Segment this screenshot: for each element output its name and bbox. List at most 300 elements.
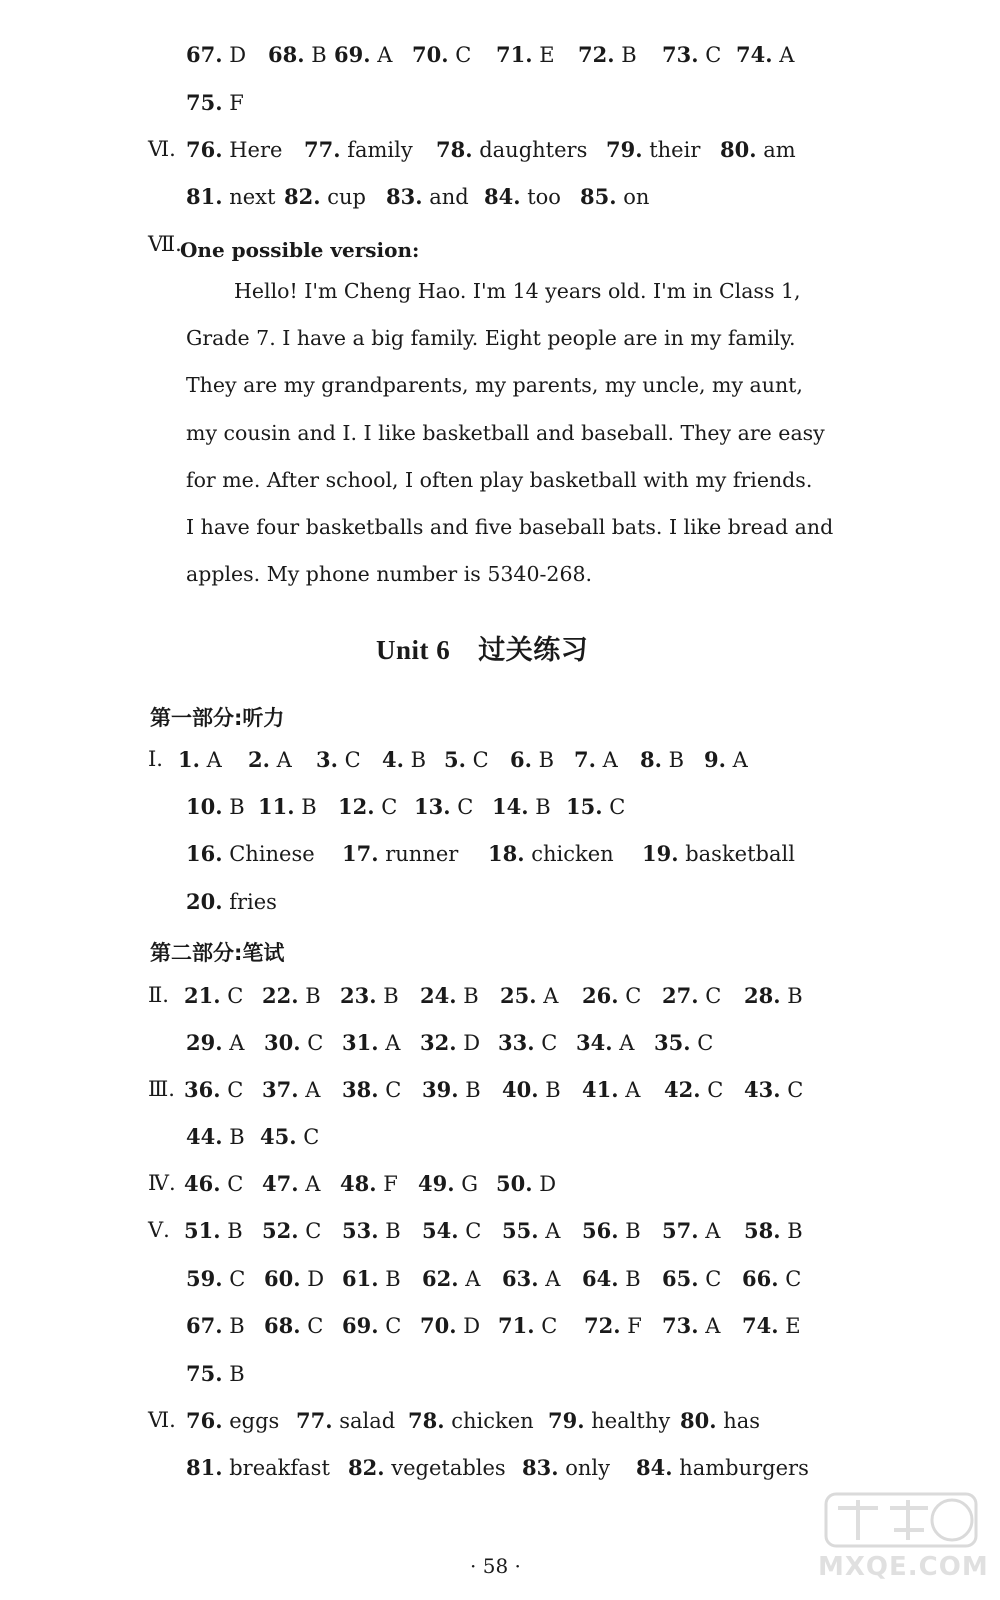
answer-item [186,42,246,67]
answer-value: chicken [524,842,614,866]
answer-value: A [378,1031,401,1055]
answer-number: 29. [186,1030,223,1055]
answer-item [408,1408,534,1433]
answer-value: A [269,748,292,772]
answer-number: 76. [186,137,223,162]
answer-item [262,1171,320,1196]
part-heading: 第一部分:听力 [150,706,285,730]
answer-item [342,1030,400,1055]
answer-value: C [300,1031,324,1055]
answer-number: 67. [186,42,223,67]
answer-item [414,794,473,819]
answer-value: am [756,138,796,162]
answer-number: 60. [264,1266,301,1291]
answer-item [186,137,282,162]
answer-item [186,1124,245,1149]
answer-number: 32. [420,1030,457,1055]
answer-number: 69. [342,1313,379,1338]
answer-value: C [534,1314,558,1338]
answer-value: B [780,984,803,1008]
answer-item [578,42,637,67]
answer-number: 58. [744,1218,781,1243]
answer-number: 25. [500,983,537,1008]
answer-value: C [448,43,472,67]
answer-number: 5. [444,747,466,772]
answer-item [296,1408,395,1433]
answer-number: 17. [342,841,379,866]
answer-item [502,1077,561,1102]
answer-number: 70. [420,1313,457,1338]
answer-value: runner [378,842,459,866]
answer-number: 57. [662,1218,699,1243]
answer-item [258,794,317,819]
answer-number: 11. [258,794,295,819]
answer-number: 80. [680,1408,717,1433]
answer-number: 74. [742,1313,779,1338]
essay-line: my cousin and I. I like basketball and baseball. They are easy [186,420,825,445]
answer-number: 73. [662,42,699,67]
answer-item [492,794,551,819]
answer-item [264,1030,323,1055]
section-label: Ⅳ. [148,1171,176,1195]
answer-number: 48. [340,1171,377,1196]
answer-item [382,747,426,772]
essay-paragraph [186,268,836,598]
answer-value: C [220,1078,244,1102]
answer-value: chicken [444,1409,534,1433]
answer-item [500,983,558,1008]
answer-number: 78. [436,137,473,162]
answer-number: 55. [502,1218,539,1243]
answer-item [574,747,618,772]
answer-number: 41. [582,1077,619,1102]
answer-number: 39. [422,1077,459,1102]
essay-line: for me. After school, I often play basketball with my friends. [186,467,813,492]
answer-value: B [222,1362,245,1386]
answer-number: 7. [574,747,596,772]
answer-item [264,1266,324,1291]
answer-number: 81. [186,1455,223,1480]
answer-number: 64. [582,1266,619,1291]
answer-value: B [780,1219,803,1243]
answer-value: C [618,984,642,1008]
answer-number: 8. [640,747,662,772]
answer-value: F [620,1314,642,1338]
answer-value: C [298,1219,322,1243]
answer-number: 82. [284,184,321,209]
answer-value: C [450,795,474,819]
answer-value: B [661,748,685,772]
answer-item [178,747,222,772]
answer-item [342,1313,401,1338]
answer-value: A [370,43,393,67]
part-heading: 第二部分:笔试 [150,941,285,965]
answer-number: 37. [262,1077,299,1102]
watermark-text: MXQE.COM [818,1552,989,1582]
essay-line: apples. My phone number is 5340-268. [186,562,593,587]
answer-number: 21. [184,983,221,1008]
answer-value: F [376,1172,398,1196]
answer-number: 34. [576,1030,613,1055]
answer-number: 53. [342,1218,379,1243]
answer-item [742,1313,801,1338]
answer-number: 18. [488,841,525,866]
answer-value: C [698,984,722,1008]
answer-item [548,1408,670,1433]
answer-number: 47. [262,1171,299,1196]
answer-number: 82. [348,1455,385,1480]
answer-number: 71. [496,42,533,67]
answer-number: 63. [502,1266,539,1291]
answer-value: B [538,1078,561,1102]
answer-number: 79. [548,1408,585,1433]
answer-value: C [374,795,398,819]
answer-item [742,1266,801,1291]
answer-value: B [222,1125,245,1149]
answer-item [496,1171,556,1196]
answer-value: A [538,1219,561,1243]
answer-item [664,1077,723,1102]
answer-value: C [534,1031,558,1055]
section-label: Ⅱ. [148,983,169,1007]
answer-value: A [612,1031,635,1055]
answer-item [662,42,721,67]
answer-value: A [536,984,559,1008]
answer-value: hamburgers [672,1456,809,1480]
answer-number: 44. [186,1124,223,1149]
answer-value: A [298,1078,321,1102]
unit-title-en: Unit 6 [376,635,451,665]
answer-item [334,42,392,67]
answer-number: 49. [418,1171,455,1196]
answer-number: 84. [484,184,521,209]
answer-value: C [698,43,722,67]
answer-value: basketball [678,842,795,866]
answer-item [340,1171,398,1196]
answer-item [580,184,649,209]
answer-number: 59. [186,1266,223,1291]
answer-value: family [340,138,413,162]
answer-value: C [690,1031,714,1055]
answer-item [582,1266,641,1291]
answer-number: 27. [662,983,699,1008]
answer-item [186,90,244,115]
answer-value: A [772,43,795,67]
answer-item [744,1218,803,1243]
answer-value: A [725,748,748,772]
answer-item [662,1266,721,1291]
answer-value: vegetables [384,1456,506,1480]
answer-item [436,137,587,162]
answer-item [342,1218,401,1243]
answer-item [502,1218,560,1243]
answer-value: E [532,43,555,67]
answer-number: 65. [662,1266,699,1291]
answer-value: B [531,748,555,772]
answer-item [264,1313,323,1338]
answer-number: 12. [338,794,375,819]
answer-item [184,1077,243,1102]
answer-item [720,137,796,162]
answer-number: 68. [264,1313,301,1338]
answer-number: 67. [186,1313,223,1338]
answer-number: 50. [496,1171,533,1196]
answer-number: 51. [184,1218,221,1243]
answer-number: 74. [736,42,773,67]
answer-value: G [454,1172,478,1196]
answer-number: 68. [268,42,305,67]
answer-item [444,747,489,772]
answer-value: Chinese [222,842,315,866]
answer-number: 45. [260,1124,297,1149]
answer-value: B [222,795,245,819]
answer-number: 26. [582,983,619,1008]
essay-line: They are my grandparents, my parents, my uncle, my aunt, [186,373,803,398]
answer-value: A [538,1267,561,1291]
answer-item [606,137,700,162]
section-label: Ⅴ. [148,1218,170,1242]
answer-number: 85. [580,184,617,209]
answer-value: fries [222,890,277,914]
answer-item [262,1218,321,1243]
answer-item [510,747,554,772]
answer-value: A [698,1219,721,1243]
watermark-logo-icon [824,1490,982,1550]
answer-item [420,1030,480,1055]
answer-item [262,1077,320,1102]
answer-item [654,1030,713,1055]
answer-number: 72. [578,42,615,67]
answer-item [484,184,561,209]
answer-item [316,747,361,772]
answer-item [582,1077,640,1102]
answer-value: A [595,748,618,772]
answer-number: 75. [186,90,223,115]
answer-number: 31. [342,1030,379,1055]
answer-item [184,983,243,1008]
answer-value: B [403,748,427,772]
answer-item [262,983,321,1008]
answer-number: 43. [744,1077,781,1102]
answer-item [582,983,641,1008]
answer-number: 6. [510,747,532,772]
answer-item [260,1124,319,1149]
answer-value: on [616,185,650,209]
answer-item [186,1361,245,1386]
answer-number: 19. [642,841,679,866]
answer-number: 13. [414,794,451,819]
answer-item [184,1171,243,1196]
answer-item [744,1077,803,1102]
answer-item [642,841,795,866]
answer-number: 35. [654,1030,691,1055]
section-label: Ⅰ. [148,747,163,771]
answer-number: 42. [664,1077,701,1102]
answer-value: C [296,1125,320,1149]
answer-value: has [716,1409,761,1433]
answer-item [186,1030,244,1055]
answer-value: C [700,1078,724,1102]
answer-item [498,1313,557,1338]
answer-value: Here [222,138,283,162]
answer-item [284,184,366,209]
answer-item [662,1218,720,1243]
section-label: Ⅲ. [148,1077,175,1101]
unit-title [376,628,588,667]
answer-number: 16. [186,841,223,866]
answer-value: C [220,1172,244,1196]
answer-value: B [222,1314,245,1338]
answer-number: 61. [342,1266,379,1291]
section-label: Ⅵ. [148,137,176,161]
answer-value: C [780,1078,804,1102]
answer-value: B [618,1267,641,1291]
answer-value: A [698,1314,721,1338]
answer-number: 9. [704,747,726,772]
answer-number: 40. [502,1077,539,1102]
answer-item [342,1266,401,1291]
answer-item [340,983,399,1008]
answer-value: B [220,1219,243,1243]
answer-number: 75. [186,1361,223,1386]
answer-number: 22. [262,983,299,1008]
answer-item [522,1455,610,1480]
answer-number: 76. [186,1408,223,1433]
answer-value: too [520,185,561,209]
answer-item [186,1313,245,1338]
answer-value: D [222,43,247,67]
answer-item [338,794,397,819]
answer-item [498,1030,557,1055]
answer-item [420,1313,480,1338]
version-heading: One possible version: [180,238,420,262]
answer-item [422,1218,481,1243]
answer-item [736,42,794,67]
answer-number: 78. [408,1408,445,1433]
answer-value: B [294,795,317,819]
answer-number: 84. [636,1455,673,1480]
answer-value: C [458,1219,482,1243]
answer-value: salad [332,1409,396,1433]
answer-value: B [378,1267,401,1291]
answer-item [386,184,469,209]
answer-number: 20. [186,889,223,914]
answer-number: 81. [186,184,223,209]
answer-value: B [456,984,479,1008]
answer-value: cup [320,185,366,209]
answer-value: A [222,1031,245,1055]
answer-number: 79. [606,137,643,162]
answer-value: D [456,1314,481,1338]
answer-number: 14. [492,794,529,819]
answer-number: 83. [386,184,423,209]
answer-item [186,889,277,914]
answer-number: 72. [584,1313,621,1338]
answer-item [248,747,292,772]
answer-item [704,747,748,772]
answer-number: 71. [498,1313,535,1338]
answer-item [186,1266,245,1291]
answer-value: next [222,185,276,209]
answer-item [422,1266,480,1291]
answer-value: B [298,984,321,1008]
answer-value: A [298,1172,321,1196]
watermark [818,1490,988,1600]
answer-item [342,841,458,866]
answer-item [418,1171,478,1196]
answer-number: 3. [316,747,338,772]
answer-item [662,983,721,1008]
answer-value: daughters [472,138,588,162]
answer-item [186,841,315,866]
answer-number: 46. [184,1171,221,1196]
answer-number: 38. [342,1077,379,1102]
answer-item [640,747,684,772]
answer-number: 52. [262,1218,299,1243]
answer-number: 23. [340,983,377,1008]
section-label: Ⅶ. [148,232,182,256]
answer-item [186,1408,279,1433]
answer-item [636,1455,809,1480]
answer-value: healthy [584,1409,671,1433]
answer-number: 77. [296,1408,333,1433]
answer-number: 10. [186,794,223,819]
answer-item [186,794,245,819]
answer-number: 80. [720,137,757,162]
answer-item [420,983,479,1008]
answer-number: 1. [178,747,200,772]
answer-number: 56. [582,1218,619,1243]
essay-line: Grade 7. I have a big family. Eight people are in my family. [186,326,796,351]
answer-value: C [602,795,626,819]
answer-value: D [300,1267,325,1291]
answer-item [422,1077,481,1102]
answer-number: 69. [334,42,371,67]
answer-item [744,983,803,1008]
answer-item [502,1266,560,1291]
answer-number: 83. [522,1455,559,1480]
answer-value: B [618,1219,641,1243]
answer-number: 28. [744,983,781,1008]
answer-value: F [222,91,244,115]
answer-value: B [614,43,637,67]
answer-item [268,42,327,67]
answer-item [342,1077,401,1102]
essay-line: I have four basketballs and five baseball bats. I like bread and [186,515,834,540]
answer-value: breakfast [222,1456,330,1480]
answer-item [186,1455,330,1480]
answer-item [566,794,625,819]
page-number: · 58 · [470,1554,521,1578]
answer-number: 24. [420,983,457,1008]
answer-number: 73. [662,1313,699,1338]
answer-number: 4. [382,747,404,772]
answer-value: D [456,1031,481,1055]
answer-value: B [304,43,327,67]
unit-title-cn: 过关练习 [478,635,589,666]
answer-value: C [222,1267,246,1291]
answer-number: 77. [304,137,341,162]
answer-value: B [378,1219,401,1243]
answer-value: B [458,1078,481,1102]
answer-value: C [378,1314,402,1338]
answer-value: A [458,1267,481,1291]
answer-value: C [698,1267,722,1291]
essay-line: Hello! I'm Cheng Hao. I'm 14 years old. I'm in Class 1, [234,279,801,303]
answer-item [304,137,413,162]
answer-value: A [199,748,222,772]
answer-item [582,1218,641,1243]
